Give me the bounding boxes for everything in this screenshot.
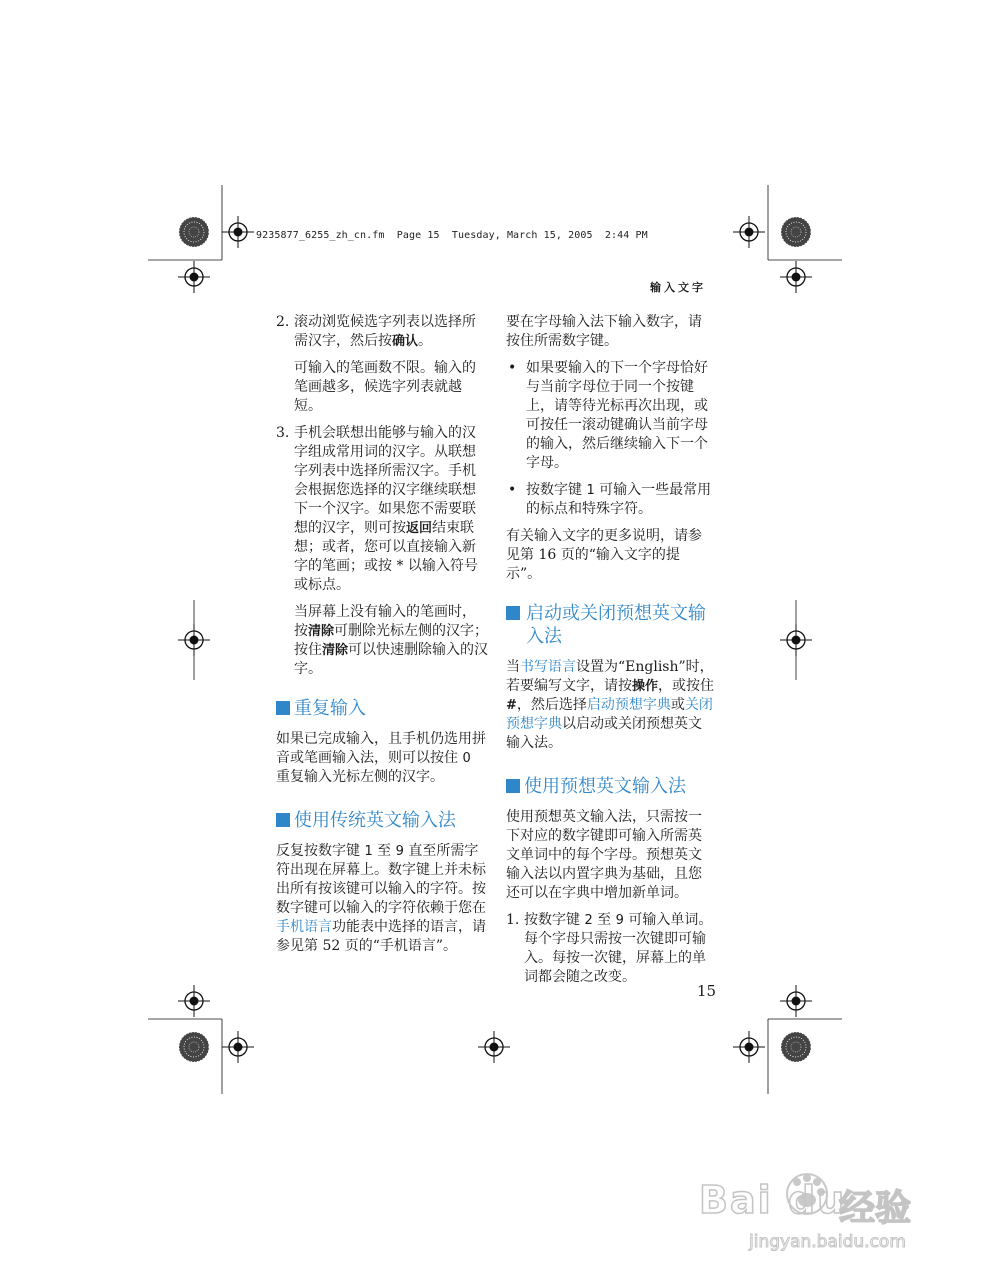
bullet-text: 可输入一些最常用的标点和特殊字符。 <box>526 482 712 517</box>
digit-key: 2 <box>584 913 593 928</box>
digit-key: 0 <box>462 751 471 766</box>
paragraph-text: 以启动或关闭预想英文输入法。 <box>506 716 702 751</box>
heading-text: 使用预想英文输入法 <box>524 776 686 797</box>
page-number: 15 <box>697 982 717 1000</box>
digit-key: 9 <box>615 913 624 928</box>
step-1 <box>506 911 714 987</box>
heading-toggle-predictive <box>506 602 714 648</box>
bullet-text: 按数字键 <box>526 482 587 498</box>
paragraph-text: 直至所需字符出现在屏幕上。数字键上并未标出所有按该键可以输入的字符。按数字键可以输入的字符依赖于您在 <box>276 843 486 916</box>
paragraph-text: 如果已完成输入，且手机仍选用拼音或笔画输入法，则可以按住 <box>276 731 486 766</box>
registration-mark-icon <box>733 216 765 248</box>
paragraph-text: 重复输入光标左侧的汉字。 <box>276 769 444 785</box>
step-2 <box>276 313 488 351</box>
registration-mark-icon <box>780 985 812 1017</box>
keyword-back: 返回 <box>406 521 433 536</box>
heading-traditional-english <box>276 809 488 832</box>
digit-key: 9 <box>395 844 404 859</box>
bullet-item <box>506 359 714 473</box>
paragraph-text: ，然后选择 <box>516 697 587 713</box>
paragraph-text: ，或按住 <box>658 678 715 694</box>
running-head: 输入文字 <box>650 281 706 294</box>
paragraph-use-predictive: 使用预想英文输入法，只需按一下对应的数字键即可输入所需英文单词中的每个字母。预想英文输入法以内置字典为基础，且您还可以在字典中增加新单词。 <box>506 809 702 901</box>
color-star-icon <box>781 217 811 247</box>
paragraph-more-info: 有关输入文字的更多说明，请参见第 16 页的“输入文字的提示”。 <box>506 528 702 582</box>
step-number: 2. <box>276 314 290 330</box>
watermark-url: jingyan.baidu.com <box>749 1232 906 1252</box>
paragraph-text: 至 <box>372 843 396 859</box>
keyword-clear: 清除 <box>308 624 335 639</box>
paragraph-traditional <box>276 842 488 956</box>
step-text: 。 <box>418 333 433 349</box>
keyword-options: 操作 <box>632 679 659 694</box>
heading-square-icon <box>276 701 290 715</box>
link-disable-dictionary[interactable]: 关闭预想字典 <box>506 697 713 732</box>
keyword-hash: # <box>506 698 517 713</box>
step-text: 至 <box>592 912 616 928</box>
paragraph-text: 或 <box>670 697 685 713</box>
step-3 <box>276 424 488 595</box>
digit-key: 1 <box>364 844 373 859</box>
heading-repeat-input <box>276 697 488 720</box>
heading-text: 启动或关闭预想英文输入法 <box>526 603 706 647</box>
registration-mark-icon <box>733 1031 765 1063</box>
step-text: 结束联想；或者，您可以直接输入新字的笔画；或按 * 以输入符号或标点。 <box>294 520 478 593</box>
step-text: 滚动浏览候选字列表以选择所需汉字，然后按 <box>294 314 476 349</box>
step-text: 手机会联想出能够与输入的汉字组成常用词的汉字。从联想字列表中选择所需汉字。手机会根据您选择的汉字继续联想下一个汉字。如果您不需要联想的汉字，则可按 <box>294 425 476 536</box>
file-header: 9235877_6255_zh_cn.fm Page 15 Tuesday, March 15, 2005 2:44 PM <box>256 230 648 241</box>
heading-text: 使用传统英文输入法 <box>294 810 456 831</box>
left-column <box>276 313 488 964</box>
note-text: 可删除光标左侧的汉字；按住 <box>294 623 489 658</box>
paragraph-text: 设置为“English”时，若要编写文字，请按 <box>506 659 714 694</box>
heading-square-icon <box>506 606 520 620</box>
heading-square-icon <box>506 779 520 793</box>
bullet-item <box>506 481 714 519</box>
color-star-icon <box>179 217 209 247</box>
step-2-note: 可输入的笔画数不限。输入的笔画越多，候选字列表就越短。 <box>294 360 476 414</box>
bullet-icon: • <box>508 482 517 498</box>
note-text: 可以快速删除输入的汉字。 <box>294 642 489 677</box>
heading-use-predictive <box>506 775 714 798</box>
step-number: 1. <box>506 912 520 928</box>
baidu-watermark <box>689 1160 929 1270</box>
step-number: 3. <box>276 425 290 441</box>
watermark-label: 经验 <box>839 1188 912 1229</box>
registration-mark-icon <box>222 216 254 248</box>
heading-square-icon <box>276 813 290 827</box>
heading-text: 重复输入 <box>294 698 366 719</box>
keyword-confirm: 确认 <box>392 334 419 349</box>
bullet-text: 如果要输入的下一个字母恰好与当前字母位于同一个按键上，请等待光标再次出现，或可按任一滚动键确认当前字母的输入，然后继续输入下一个字母。 <box>526 360 708 471</box>
watermark-brand: Bai du <box>699 1178 847 1222</box>
paragraph-text: 反复按数字键 <box>276 843 365 859</box>
paragraph-text: 当 <box>506 659 520 675</box>
paragraph-toggle <box>506 658 714 753</box>
step-3-note <box>276 603 488 679</box>
step-text: 按数字键 <box>524 912 585 928</box>
link-enable-dictionary[interactable]: 启动预想字典 <box>586 697 671 713</box>
crop-lines <box>148 185 842 1094</box>
step-text: 可输入单词。每个字母只需按一次键即可输入。每按一次键，屏幕上的单词都会随之改变。 <box>524 912 713 985</box>
registration-mark-icon <box>222 1031 254 1063</box>
paragraph-text: 功能表中选择的语言，请参见第 52 页的“手机语言”。 <box>276 919 486 954</box>
paragraph-repeat <box>276 730 488 787</box>
color-star-icon <box>781 1032 811 1062</box>
link-writing-language[interactable]: 书写语言 <box>520 659 576 675</box>
bullet-icon: • <box>508 360 517 376</box>
link-phone-language[interactable]: 手机语言 <box>276 919 332 935</box>
registration-mark-icon <box>780 261 812 293</box>
digit-key: 1 <box>586 483 595 498</box>
registration-mark-icon <box>178 261 210 293</box>
note-text: 当屏幕上没有输入的笔画时，按 <box>294 604 476 639</box>
right-column <box>506 313 714 995</box>
paragraph-digit: 要在字母输入法下输入数字，请按住所需数字键。 <box>506 314 702 349</box>
keyword-clear: 清除 <box>322 643 349 658</box>
registration-mark-icon <box>478 1031 510 1063</box>
